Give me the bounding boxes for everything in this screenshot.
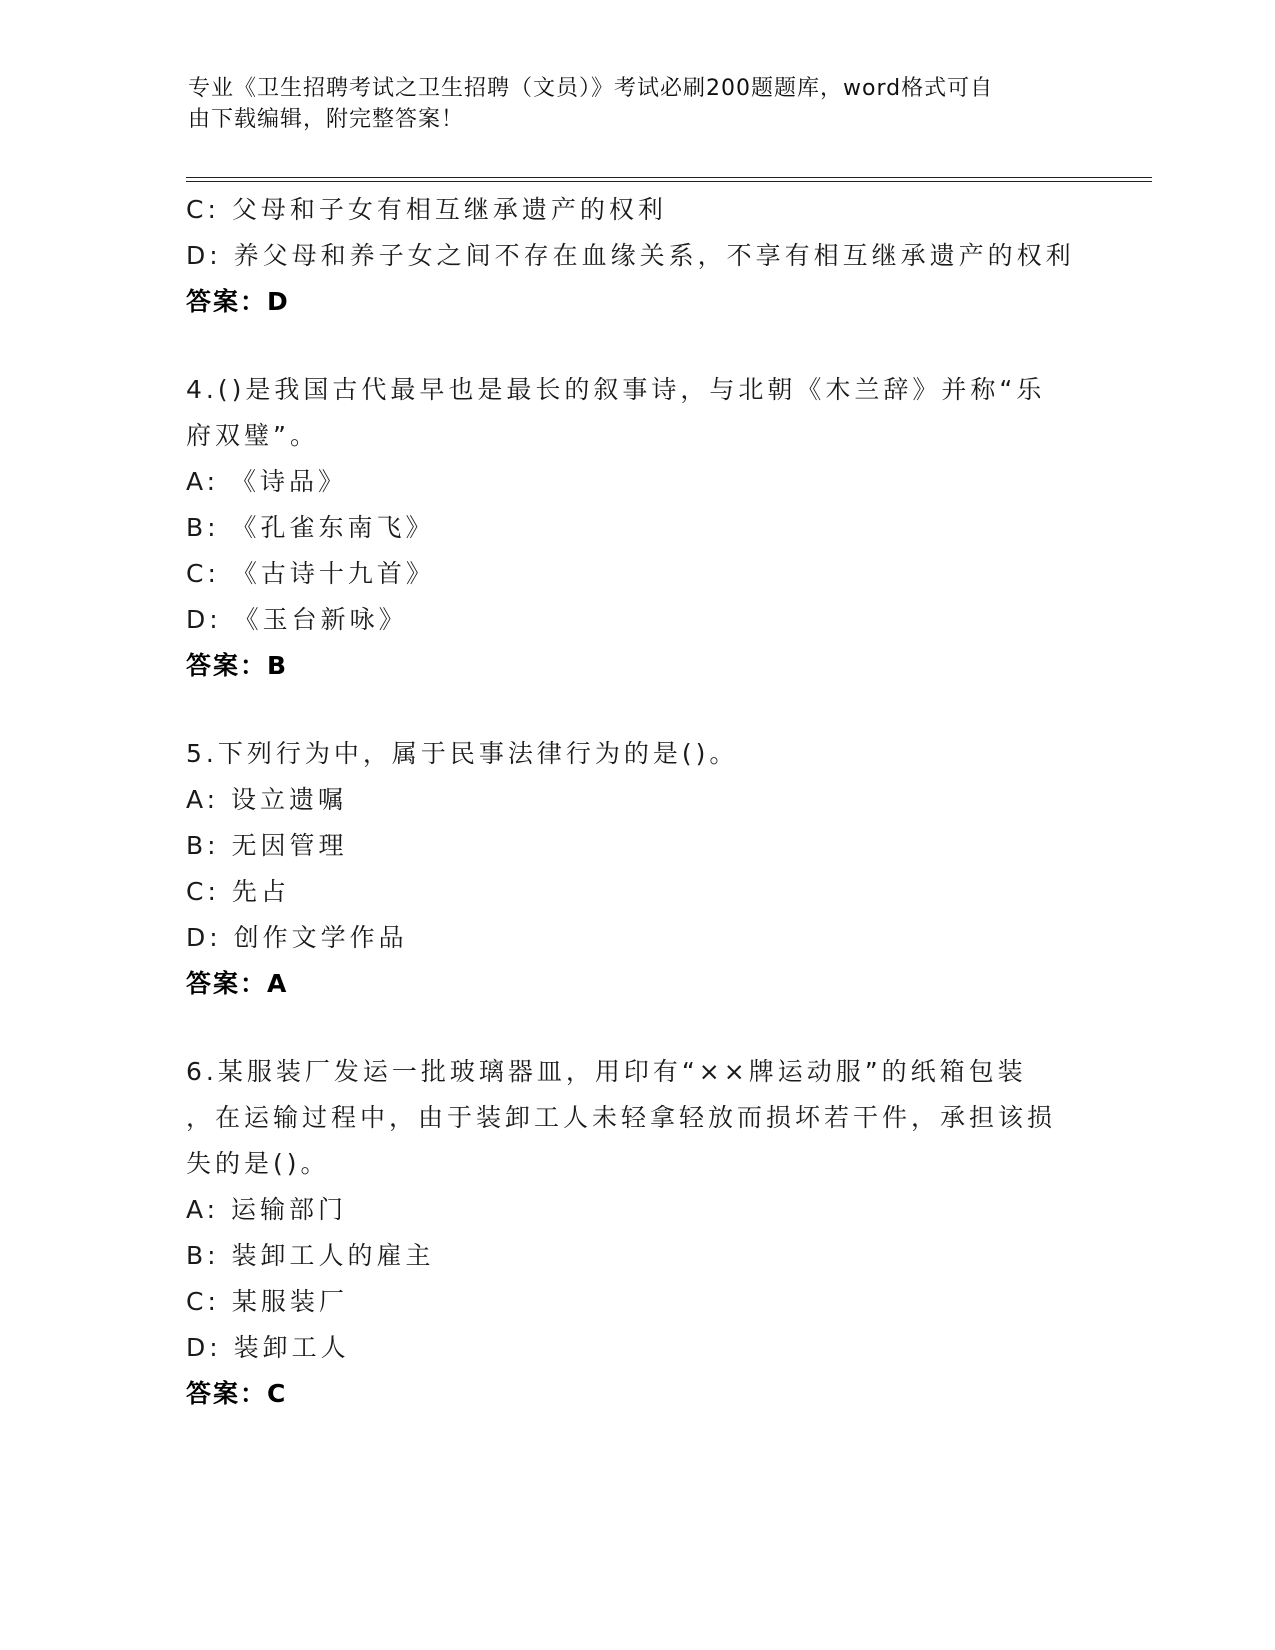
option-b: B: 装卸工人的雇主 — [186, 1241, 435, 1270]
option-c: C: 先占 — [186, 877, 290, 906]
answer-line: 答案：A — [186, 969, 289, 998]
question-stem: 4.()是我国古代最早也是最长的叙事诗，与北朝《木兰辞》并称“乐 — [186, 375, 1046, 404]
option-d: D: 《玉台新咏》 — [186, 605, 408, 634]
question-block-5 — [186, 731, 1086, 1007]
option-b: B: 无因管理 — [186, 831, 348, 860]
option-c: C: 《古诗十九首》 — [186, 559, 435, 588]
answer-line: 答案：B — [186, 651, 289, 680]
question-block-4 — [186, 367, 1086, 689]
header-divider-top — [186, 177, 1152, 178]
question-stem: 府双璧”。 — [186, 421, 319, 450]
option-d: D: 养父母和养子女之间不存在血缘关系，不享有相互继承遗产的权利 — [186, 241, 1075, 270]
question-block-3 — [186, 187, 1086, 325]
option-d: D: 创作文学作品 — [186, 923, 408, 952]
option-d: D: 装卸工人 — [186, 1333, 350, 1362]
option-a: A: 《诗品》 — [186, 467, 348, 496]
question-stem: 6.某服装厂发运一批玻璃器皿，用印有“××牌运动服”的纸箱包装 — [186, 1057, 1027, 1086]
question-stem: ，在运输过程中，由于装卸工人未轻拿轻放而损坏若干件，承担该损 — [186, 1103, 1057, 1132]
option-c: C: 父母和子女有相互继承遗产的权利 — [186, 195, 667, 224]
document-header — [188, 73, 1068, 135]
question-stem: 失的是()。 — [186, 1149, 330, 1178]
header-divider-bottom — [186, 181, 1152, 182]
spacer — [186, 325, 1086, 367]
answer-line: 答案：D — [186, 287, 290, 316]
spacer — [186, 689, 1086, 731]
question-stem: 5.下列行为中，属于民事法律行为的是()。 — [186, 739, 739, 768]
option-c: C: 某服装厂 — [186, 1287, 348, 1316]
option-b: B: 《孔雀东南飞》 — [186, 513, 435, 542]
answer-line: 答案：C — [186, 1379, 288, 1408]
option-a: A: 设立遗嘱 — [186, 785, 348, 814]
question-content — [186, 187, 1086, 1417]
question-block-6 — [186, 1049, 1086, 1417]
spacer — [186, 1007, 1086, 1049]
option-a: A: 运输部门 — [186, 1195, 348, 1224]
header-line-1: 专业《卫生招聘考试之卫生招聘（文员）》考试必刷200题题库，word格式可自 — [188, 76, 994, 101]
header-line-2: 由下载编辑，附完整答案！ — [188, 107, 465, 132]
